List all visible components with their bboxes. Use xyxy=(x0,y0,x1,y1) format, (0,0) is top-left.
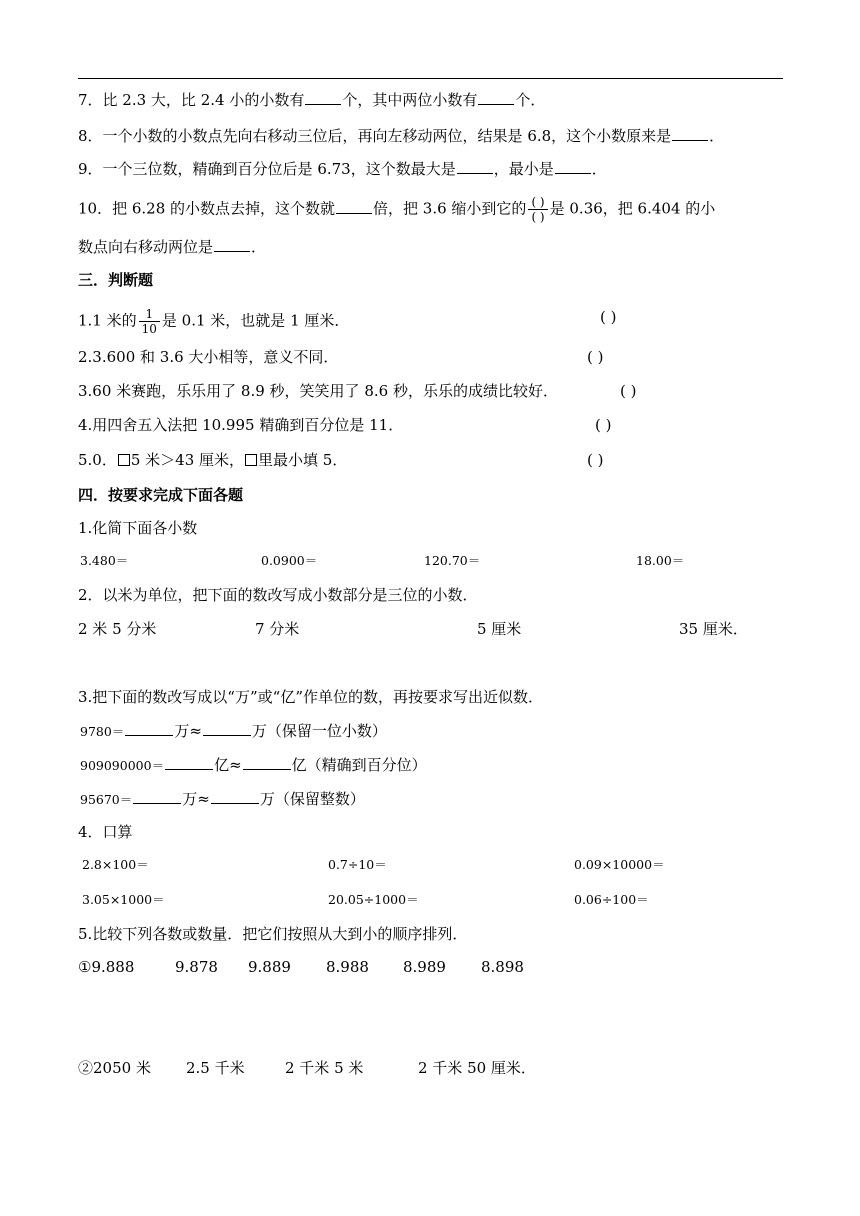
q10-blank-2[interactable] xyxy=(214,237,250,252)
task-3-row-3 xyxy=(80,789,365,810)
task-3-r3-a: 95670＝ xyxy=(80,792,133,807)
q9-blank-2[interactable] xyxy=(555,159,591,174)
q9-text-b: ，最小是 xyxy=(493,160,554,178)
task-3-r2-c: 亿（精确到百分位） xyxy=(291,756,427,774)
task-5-r1-item-5: 8.989 xyxy=(403,958,446,976)
task-3-row-1 xyxy=(80,721,387,742)
judge-4: 4.用四舍五入法把 10.995 精确到百分位是 11． xyxy=(78,416,404,434)
task-4-item-3[interactable]: 0.09×10000＝ xyxy=(574,857,665,872)
q10-blank-1[interactable] xyxy=(336,199,372,214)
q7-blank-1[interactable] xyxy=(305,90,341,105)
judge-5-box-2[interactable] xyxy=(245,454,257,466)
task-4-item-4[interactable]: 3.05×1000＝ xyxy=(82,892,165,907)
question-7 xyxy=(78,90,545,110)
q7-text-c: 个． xyxy=(515,91,546,109)
q9-text-a: 9．一个三位数，精确到百分位后是 6.73，这个数最大是 xyxy=(78,160,456,178)
q8-text-a: 8．一个小数的小数点先向右移动三位后，再向左移动两位，结果是 6.8，这个小数原来是 xyxy=(78,127,672,145)
q10-text-c: 是 0.36，把 6.404 的小 xyxy=(549,199,716,218)
judge-3: 3.60 米赛跑，乐乐用了 8.9 秒，笑笑用了 8.6 秒，乐乐的成绩比较好． xyxy=(78,382,558,400)
task-1-item-1[interactable]: 3.480＝ xyxy=(80,553,129,568)
judge-1-frac-num: 1 xyxy=(139,307,160,322)
judge-2: 2.3.600 和 3.6 大小相等，意义不同． xyxy=(78,348,339,366)
task-3-row-2 xyxy=(80,755,427,776)
q10-text-b: 倍，把 3.6 缩小到它的 xyxy=(373,199,527,218)
q8-text-b: ． xyxy=(709,127,725,145)
q10-text-d: 数点向右移动两位是 xyxy=(78,238,214,256)
task-3-r2-a: 909090000＝ xyxy=(80,758,165,773)
q10-fraction xyxy=(528,195,547,224)
task-4-item-2[interactable]: 0.7÷10＝ xyxy=(328,857,387,872)
judge-2-answer[interactable]: ( ) xyxy=(587,348,604,366)
task-3-title: 3.把下面的数改写成以“万”或“亿”作单位的数，再按要求写出近似数． xyxy=(78,688,543,706)
q10-text-e: ． xyxy=(251,238,267,256)
task-3-r2-blank-1[interactable] xyxy=(165,755,213,770)
task-5-r1-item-1: ①9.888 xyxy=(78,958,135,976)
task-3-r3-b: 万≈ xyxy=(182,790,210,808)
q9-blank-1[interactable] xyxy=(457,159,493,174)
task-3-r1-blank-2[interactable] xyxy=(203,721,251,736)
task-3-r1-a: 9780＝ xyxy=(80,724,125,739)
q10-frac-num[interactable]: ( ) xyxy=(528,195,547,210)
task-3-r3-c: 万（保留整数） xyxy=(259,790,365,808)
task-3-r1-blank-1[interactable] xyxy=(125,721,173,736)
section-3-heading: 三．判断题 xyxy=(78,271,154,289)
judge-5-answer[interactable]: ( ) xyxy=(587,451,604,469)
task-5-title: 5.比较下列各数或数量．把它们按照从大到小的顺序排列． xyxy=(78,925,468,943)
task-3-r1-b: 万≈ xyxy=(174,722,202,740)
judge-5-box-1[interactable] xyxy=(118,454,130,466)
question-10 xyxy=(78,195,715,224)
task-2-item-4: 35 厘米． xyxy=(679,620,748,638)
task-1-item-2[interactable]: 0.0900＝ xyxy=(261,553,318,568)
task-2-item-1: 2 米 5 分米 xyxy=(78,620,157,638)
q7-text-a: 7．比 2.3 大，比 2.4 小的小数有 xyxy=(78,91,305,109)
judge-1-fraction xyxy=(139,307,160,336)
judge-1-text-a: 1.1 米的 xyxy=(78,311,137,330)
section-4-heading: 四．按要求完成下面各题 xyxy=(78,486,244,504)
task-4-title: 4．口算 xyxy=(78,823,133,841)
task-4-item-6[interactable]: 0.06÷100＝ xyxy=(574,892,649,907)
judge-4-answer[interactable]: ( ) xyxy=(595,416,612,434)
task-5-r1-item-6: 8.898 xyxy=(481,958,524,976)
task-5-r1-item-4: 8.988 xyxy=(326,958,369,976)
judge-1-frac-den: 10 xyxy=(141,322,157,336)
task-5-r2-item-3: 2 千米 5 米 xyxy=(285,1059,364,1077)
judge-1 xyxy=(78,307,349,336)
q10-text-a: 10．把 6.28 的小数点去掉，这个数就 xyxy=(78,199,336,218)
question-9 xyxy=(78,159,607,179)
task-4-item-5[interactable]: 20.05÷1000＝ xyxy=(328,892,419,907)
task-1-item-4[interactable]: 18.00＝ xyxy=(636,553,685,568)
task-2-item-2: 7 分米 xyxy=(255,620,300,638)
q10-frac-den[interactable]: ( ) xyxy=(531,210,545,224)
task-3-r2-blank-2[interactable] xyxy=(243,755,291,770)
task-1-title: 1.化简下面各小数 xyxy=(78,519,198,537)
task-5-r2-item-2: 2.5 千米 xyxy=(186,1059,245,1077)
task-3-r1-c: 万（保留一位小数） xyxy=(251,722,387,740)
q8-blank-1[interactable] xyxy=(672,126,708,141)
task-1-item-3[interactable]: 120.70＝ xyxy=(424,553,481,568)
judge-5-text-a: 5.0． xyxy=(78,451,117,469)
task-3-r2-b: 亿≈ xyxy=(214,756,242,774)
question-10-line2 xyxy=(78,237,266,257)
task-5-r2-item-4: 2 千米 50 厘米． xyxy=(418,1059,536,1077)
judge-5 xyxy=(78,450,347,470)
task-3-r3-blank-1[interactable] xyxy=(133,789,181,804)
task-5-r2-item-1: ②2050 米 xyxy=(78,1059,151,1077)
task-2-title: 2．以米为单位，把下面的数改写成小数部分是三位的小数． xyxy=(78,586,478,604)
judge-5-text-b: 5 米＞43 厘米， xyxy=(130,451,245,469)
judge-3-answer[interactable]: ( ) xyxy=(620,382,637,400)
task-4-item-1[interactable]: 2.8×100＝ xyxy=(82,857,149,872)
task-2-item-3: 5 厘米 xyxy=(477,620,522,638)
judge-1-text-b: 是 0.1 米，也就是 1 厘米． xyxy=(161,311,350,330)
judge-1-answer[interactable]: ( ) xyxy=(600,308,617,326)
question-8 xyxy=(78,126,724,146)
task-5-r1-item-3: 9.889 xyxy=(248,958,291,976)
q7-text-b: 个，其中两位小数有 xyxy=(342,91,478,109)
q7-blank-2[interactable] xyxy=(478,90,514,105)
task-5-r1-item-2: 9.878 xyxy=(175,958,218,976)
judge-5-text-c: 里最小填 5． xyxy=(258,451,348,469)
q9-text-c: ． xyxy=(591,160,607,178)
task-3-r3-blank-2[interactable] xyxy=(211,789,259,804)
top-rule xyxy=(78,78,783,79)
